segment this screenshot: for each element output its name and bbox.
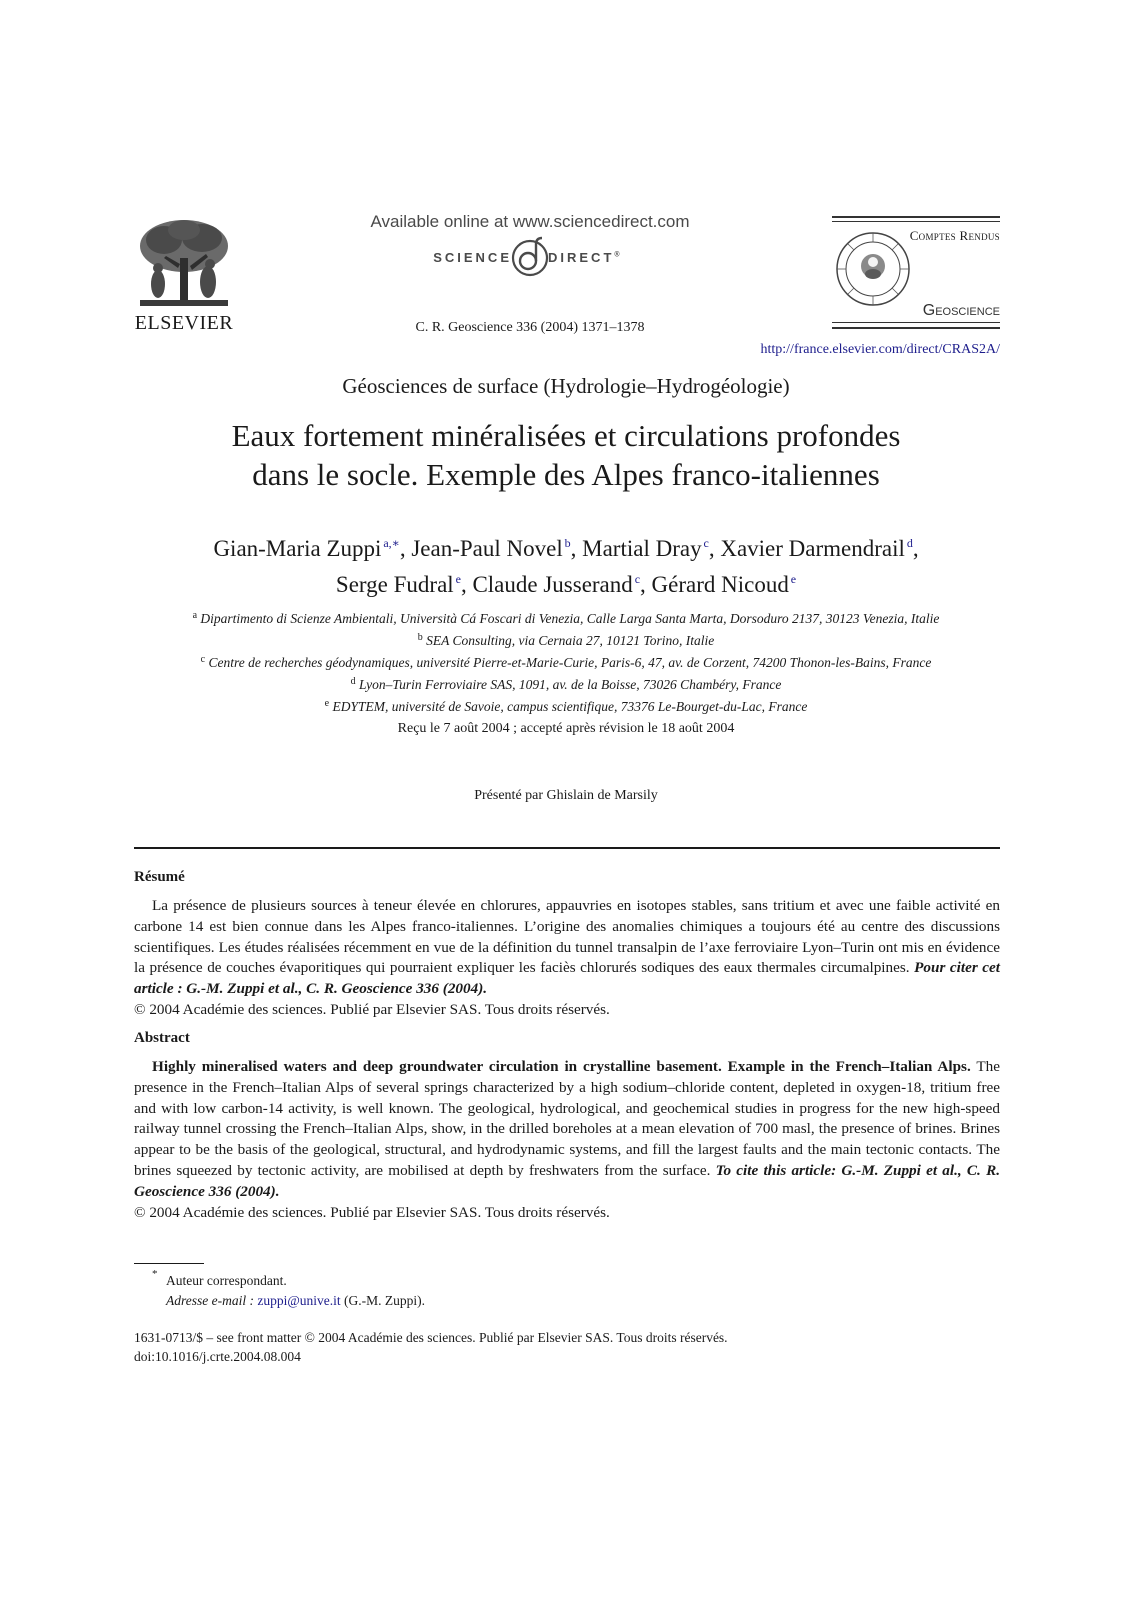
author-name: Martial Dray bbox=[582, 536, 702, 561]
article-title bbox=[116, 416, 1016, 494]
abstract-cite: To cite this article: G.-M. Zuppi et al., C. R. Geoscience 336 (2004). bbox=[134, 1161, 1000, 1200]
sd-science-word: SCIENCE bbox=[433, 250, 512, 265]
presented-by: Présenté par Ghislain de Marsily bbox=[474, 788, 658, 803]
affiliation-item: $^a$ Dipartimento di Scienze Ambientali, Università Cá Foscari di Venezia, Calle Larga Santa Marta, Dorsoduro 2137, 30123 Venezia, Italie bbox=[192, 610, 940, 626]
footnote-star: * bbox=[152, 1268, 158, 1280]
sciencedirect-logo bbox=[360, 238, 700, 278]
front-matter-line: 1631-0713/$ – see front matter © 2004 Académie des sciences. Publié par Elsevier SAS. Tous droits réservés. bbox=[134, 1330, 728, 1345]
abstract-body bbox=[134, 1057, 1000, 1223]
abstract-paragraph: Highly mineralised waters and deep groundwater circulation in crystalline basement. Example in the French–Italian Alps. The presence in the French–Italian Alps of several springs characterized by a high sodium–chloride content, depleted in oxygen-18, tritium free and with low carbon-14 activity, is well known. The geological, hydrological, and geochemical studies in progress for the new high-speed railway tunnel crossing the French–Italian Alps, show, in the drilled boreholes at a mean elevation of 700 masl, the presence of brines. Brines appear to be the basis of the geological, structural, and hydrodynamic systems, and fill the largest faults and the main tectonic contacts. The brines squeezed by tectonic activity, are mobilised at depth by freshwaters from the surface. To cite this article: G.-M. Zuppi et al., C. R. Geoscience 336 (2004). bbox=[134, 1058, 1000, 1200]
corresponding-author-note: Auteur correspondant. bbox=[166, 1273, 287, 1288]
author-name: Serge Fudral bbox=[335, 572, 454, 597]
author-affiliation-link[interactable]: d bbox=[906, 536, 913, 550]
author-affiliation-link[interactable]: e bbox=[455, 572, 461, 586]
author-name: Xavier Darmendrail bbox=[720, 536, 905, 561]
affiliation-item: $^b$ SEA Consulting, via Cernaia 27, 10121 Torino, Italie bbox=[417, 632, 715, 648]
affiliation-item: $^e$ EDYTEM, université de Savoie, campus scientifique, 73376 Le-Bourget-du-Lac, France bbox=[324, 698, 808, 714]
cr-bottom-rule bbox=[832, 327, 1000, 329]
article-title-line-2: dans le socle. Exemple des Alpes franco-italiennes bbox=[252, 457, 880, 492]
resume-body bbox=[134, 896, 1000, 1021]
article-title-line-1: Eaux fortement minéralisées et circulations profondes bbox=[231, 418, 901, 453]
affiliation-item: $^d$ Lyon–Turin Ferroviaire SAS, 1091, av. de la Boisse, 73026 Chambéry, France bbox=[350, 676, 782, 692]
author-affiliation-link[interactable]: b bbox=[564, 536, 571, 550]
author-name: Gérard Nicoud bbox=[651, 572, 789, 597]
section-title: Géosciences de surface (Hydrologie–Hydrogéologie) bbox=[342, 374, 790, 398]
abstract-copyright: © 2004 Académie des sciences. Publié par Elsevier SAS. Tous droits réservés. bbox=[134, 1203, 610, 1221]
author-line-2: Serge Fudral $^e$, Claude Jusserand $^c$, Gérard Nicoud $^e$ bbox=[335, 572, 797, 597]
received-dates: Reçu le 7 août 2004 ; accepté après révision le 18 août 2004 bbox=[397, 721, 735, 736]
author-name: Jean-Paul Novel bbox=[411, 536, 563, 561]
journal-url-link[interactable]: http://france.elsevier.com/direct/CRAS2A/ bbox=[760, 342, 1000, 357]
affiliation-item: $^c$ Centre de recherches géodynamiques, université Pierre-et-Marie-Curie, Paris-6, 47, av. de Corzent, 74200 Thonon-les-Bains, France bbox=[200, 654, 932, 670]
sd-direct-word: DIRECT® bbox=[548, 250, 620, 265]
email-link[interactable]: zuppi@unive.it bbox=[257, 1293, 341, 1308]
sciencedirect-banner bbox=[360, 212, 700, 282]
abstract-english-title: Highly mineralised waters and deep groundwater circulation in crystalline basement. Example in the French–Italian Alps. bbox=[152, 1058, 971, 1075]
cr-top-rule-thin bbox=[832, 221, 1000, 222]
elsevier-tree-icon bbox=[134, 218, 234, 310]
front-matter bbox=[134, 1328, 728, 1366]
resume-paragraph: La présence de plusieurs sources à teneur élevée en chlorures, appauvries en isotopes stables, sans tritium et avec une faible activité en carbone 14 est bien connue dans les Alpes franco-italiennes. L’origine des anomalies chimiques a toujours été au centre des discussions scientifiques. Les études réalisées récemment en vue de la définition du tunnel transalpin de l’axe ferroviaire Lyon–Turin ont mis en évidence la présence de couches évaporitiques qui pourraient expliquer les faciès chlorurés sodiques des eaux thermales circumalpines. Pour citer cet article : G.-M. Zuppi et al., C. R. Geoscience 336 (2004). bbox=[134, 897, 1001, 998]
cr-top-rule bbox=[832, 216, 1000, 218]
email-note: Adresse e-mail : zuppi@unive.it (G.-M. Zuppi). bbox=[166, 1293, 426, 1308]
journal-title: Comptes Rendus bbox=[909, 228, 1000, 243]
resume-cite: Pour citer cet article : G.-M. Zuppi et al., C. R. Geoscience 336 (2004). bbox=[134, 959, 1001, 998]
author-affiliation-link[interactable]: c bbox=[634, 572, 641, 586]
sciencedirect-d-icon bbox=[508, 234, 552, 278]
resume-copyright: © 2004 Académie des sciences. Publié par Elsevier SAS. Tous droits réservés. bbox=[134, 1000, 610, 1018]
journal-subtitle: Geoscience bbox=[922, 302, 1000, 319]
author-line-1: Gian-Maria Zuppi $^{a,∗}$, Jean-Paul Novel $^b$, Martial Dray $^c$, Xavier Darmendrail $^d$, bbox=[213, 536, 919, 561]
footnote-rule bbox=[134, 1263, 204, 1264]
affiliation-list bbox=[116, 606, 1016, 716]
author-affiliation-link[interactable]: c bbox=[703, 536, 709, 550]
resume-heading: Résumé bbox=[134, 869, 185, 885]
author-affiliation-link[interactable]: e bbox=[790, 572, 797, 586]
elsevier-logo bbox=[134, 218, 234, 336]
journal-citation: C. R. Geoscience 336 (2004) 1371–1378 bbox=[415, 320, 645, 335]
footnote-corresponding bbox=[166, 1271, 425, 1311]
author-list bbox=[116, 528, 1016, 600]
author-name: Claude Jusserand bbox=[472, 572, 633, 597]
author-affiliation-link[interactable]: a,∗ bbox=[383, 536, 400, 550]
comptes-rendus-logo bbox=[832, 216, 1000, 334]
doi-line: doi:10.1016/j.crte.2004.08.004 bbox=[134, 1349, 301, 1364]
cr-bottom-rule-thin bbox=[832, 322, 1000, 323]
abstract-heading: Abstract bbox=[134, 1030, 190, 1046]
header-divider bbox=[134, 847, 1000, 849]
publisher-name: ELSEVIER bbox=[134, 312, 234, 334]
author-name: Gian-Maria Zuppi bbox=[213, 536, 382, 561]
available-online-text: Available online at www.sciencedirect.com bbox=[370, 212, 690, 231]
